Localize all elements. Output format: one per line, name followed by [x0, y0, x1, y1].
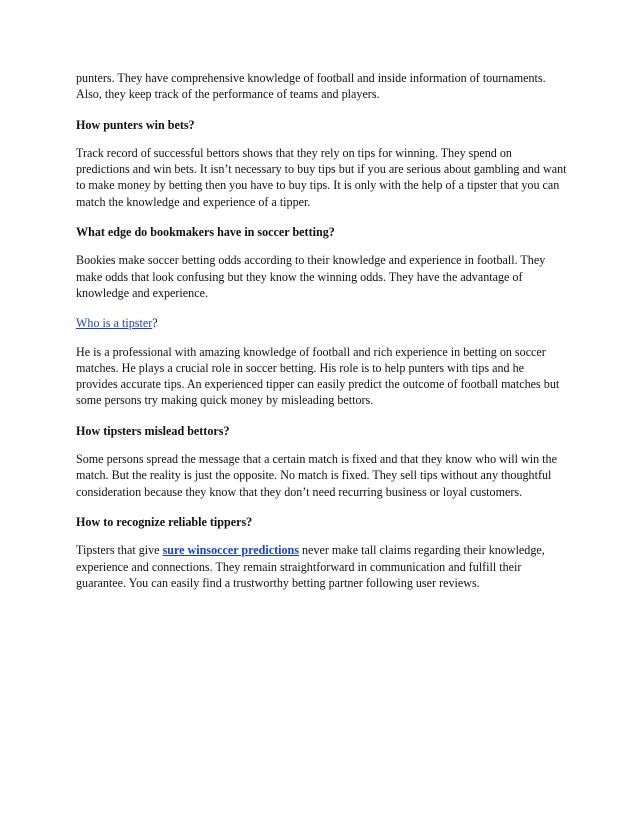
heading-bookmakers-edge: What edge do bookmakers have in soccer betting?	[76, 225, 335, 240]
paragraph-tipsters-mislead: Some persons spread the message that a certain match is fixed and that they know who will win the match. But the reality is just the opposite. No match is fixed. They sell tips without any thoughtful consideration because they know that they don’t need recurring business or loyal customers.	[76, 452, 557, 499]
paragraph-tipster: He is a professional with amazing knowledge of football and rich experience in betting on soccer matches. He plays a crucial role in soccer betting. His role is to help punters with tips and he provides accurate tips. An experienced tipper can easily predict the outcome of football matches but some persons try making quick money by misleading bettors.	[76, 344, 560, 408]
sure-win-predictions-link[interactable]: sure winsoccer predictions	[162, 543, 299, 558]
heading-reliable-tippers: How to recognize reliable tippers?	[76, 514, 253, 529]
heading-tipsters-mislead: How tipsters mislead bettors?	[76, 423, 230, 438]
heading-suffix: ?	[152, 316, 158, 331]
paragraph-bookmakers-edge: Bookies make soccer betting odds according to their knowledge and experience in football. They make odds that look confusing but they know the winning odds. They have the advantage of knowledge and experience.	[76, 253, 546, 300]
intro-paragraph: punters. They have comprehensive knowledge of football and inside information of tournaments. Also, they keep track of the performance of teams and players.	[76, 71, 546, 102]
heading-who-is-tipster	[76, 315, 568, 331]
document-page	[76, 70, 568, 605]
paragraph-reliable-tippers	[76, 542, 568, 591]
reliable-tippers-prefix: Tipsters that give	[76, 543, 163, 558]
who-is-tipster-link[interactable]: Who is a tipster	[76, 316, 153, 331]
paragraph-punters-win: Track record of successful bettors shows that they rely on tips for winning. They spend on predictions and win bets. It isn’t necessary to buy tips but if you are serious about gambling and want to make money by betting then you have to buy tips. It is only with the help of a tipster that you can match the knowledge and experience of a tipper.	[76, 145, 567, 209]
reliable-tippers-suffix: never make tall claims regarding their knowledge, experience and connections. They remain straightforward in communication and fulfill their guarantee. You can easily find a trustworthy betting partner following user reviews.	[76, 543, 545, 590]
heading-how-punters-win: How punters win bets?	[76, 117, 195, 132]
